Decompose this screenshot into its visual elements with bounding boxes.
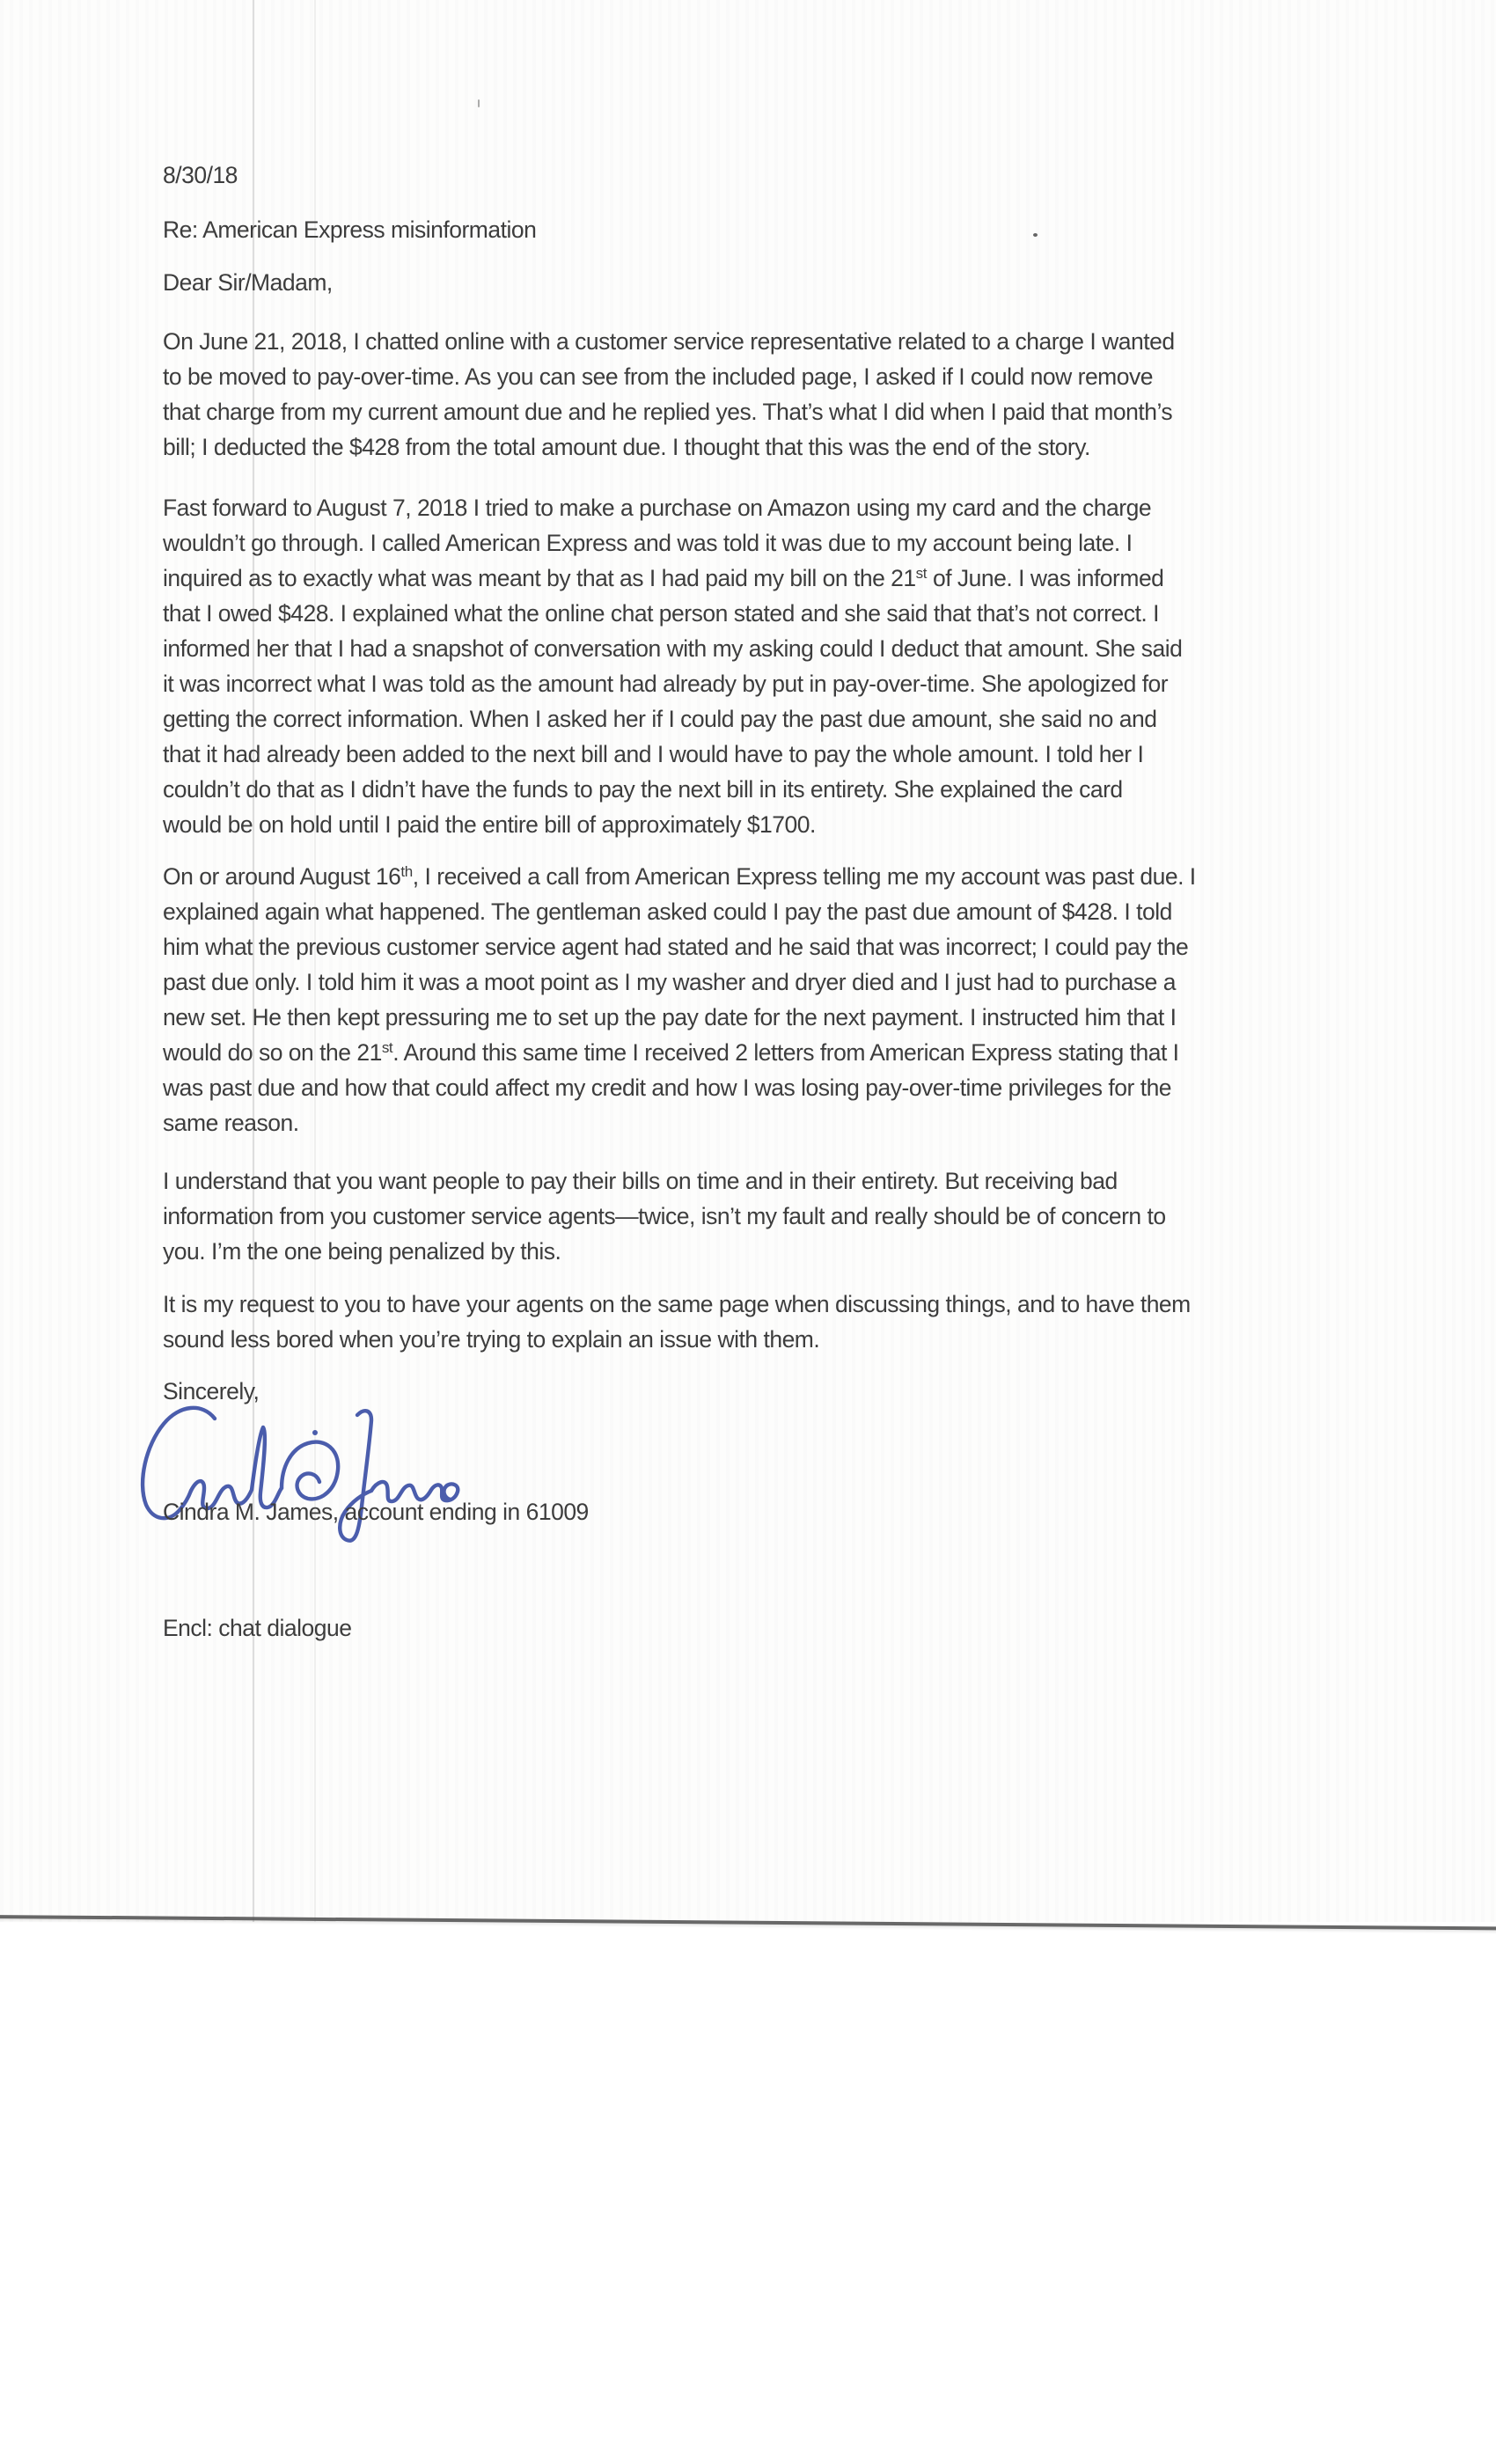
body-paragraph: Fast forward to August 7, 2018 I tried to make a purchase on Amazon using my card and the charge wouldn’t go through. I called American Express and was told it was due to my account being late. I inquired as to exactly what was meant by that as I had paid my bill on the 21st of June. I was informed that I owed $428. I explained what the online chat person stated and she said that that’s not correct. I informed her that I had a snapshot of conversation with my asking could I deduct that amount. She said it was incorrect what I was told as the amount had already by put in pay-over-time. She apologized for getting the correct information. When I asked her if I could pay the past due amount, she said no and that it had already been added to the next bill and I would have to pay the whole amount. I told her I couldn’t do that as I didn’t have the funds to pay the next bill in its entirety. She explained the card would be on hold until I paid the entire bill of approximately $1700. xyxy=(163,495,1183,838)
signed-name-line: Cindra M. James, account ending in 61009 xyxy=(163,1499,589,1525)
body-paragraph: On or around August 16th, I received a call from American Express telling me my account was past due. I explained again what happened. The gentleman asked could I pay the past due amount of $428. I told him what the previous customer service agent had stated and he said that was incorrect; I could pay the past due only. I told him it was a moot point as I my washer and dryer died and I just had to purchase a new set. He then kept pressuring me to set up the pay date for the next payment. I instructed him that I would do so on the 21st. Around this same time I received 2 letters from American Express stating that I was past due and how that could affect my credit and how I was losing pay-over-time privileges for the same reason. xyxy=(163,863,1196,1136)
enclosure-line: Encl: chat dialogue xyxy=(163,1615,352,1641)
body-paragraph: I understand that you want people to pay their bills on time and in their entirety. But receiving bad information from you customer service agents—twice, isn’t my fault and really should be of concern to you. I’m the one being penalized by this. xyxy=(163,1168,1166,1265)
body-paragraph: It is my request to you to have your agents on the same page when discussing things, and to have them sound less bored when you’re trying to explain an issue with them. xyxy=(163,1291,1191,1353)
dust-speck xyxy=(478,99,480,107)
subject-line: Re: American Express misinformation xyxy=(163,216,537,243)
date-line: 8/30/18 xyxy=(163,162,238,188)
closing-line: Sincerely, xyxy=(163,1378,260,1404)
salutation: Dear Sir/Madam, xyxy=(163,269,333,296)
dust-speck xyxy=(1033,233,1038,237)
body-paragraph: On June 21, 2018, I chatted online with a customer service representative related to a charge I wanted to be moved to pay-over-time. As you can see from the included page, I asked if I could now remove that charge from my current amount due and he replied yes. That’s what I did when I paid that month’s bill; I deducted the $428 from the total amount due. I thought that this was the end of the story. xyxy=(163,328,1175,460)
